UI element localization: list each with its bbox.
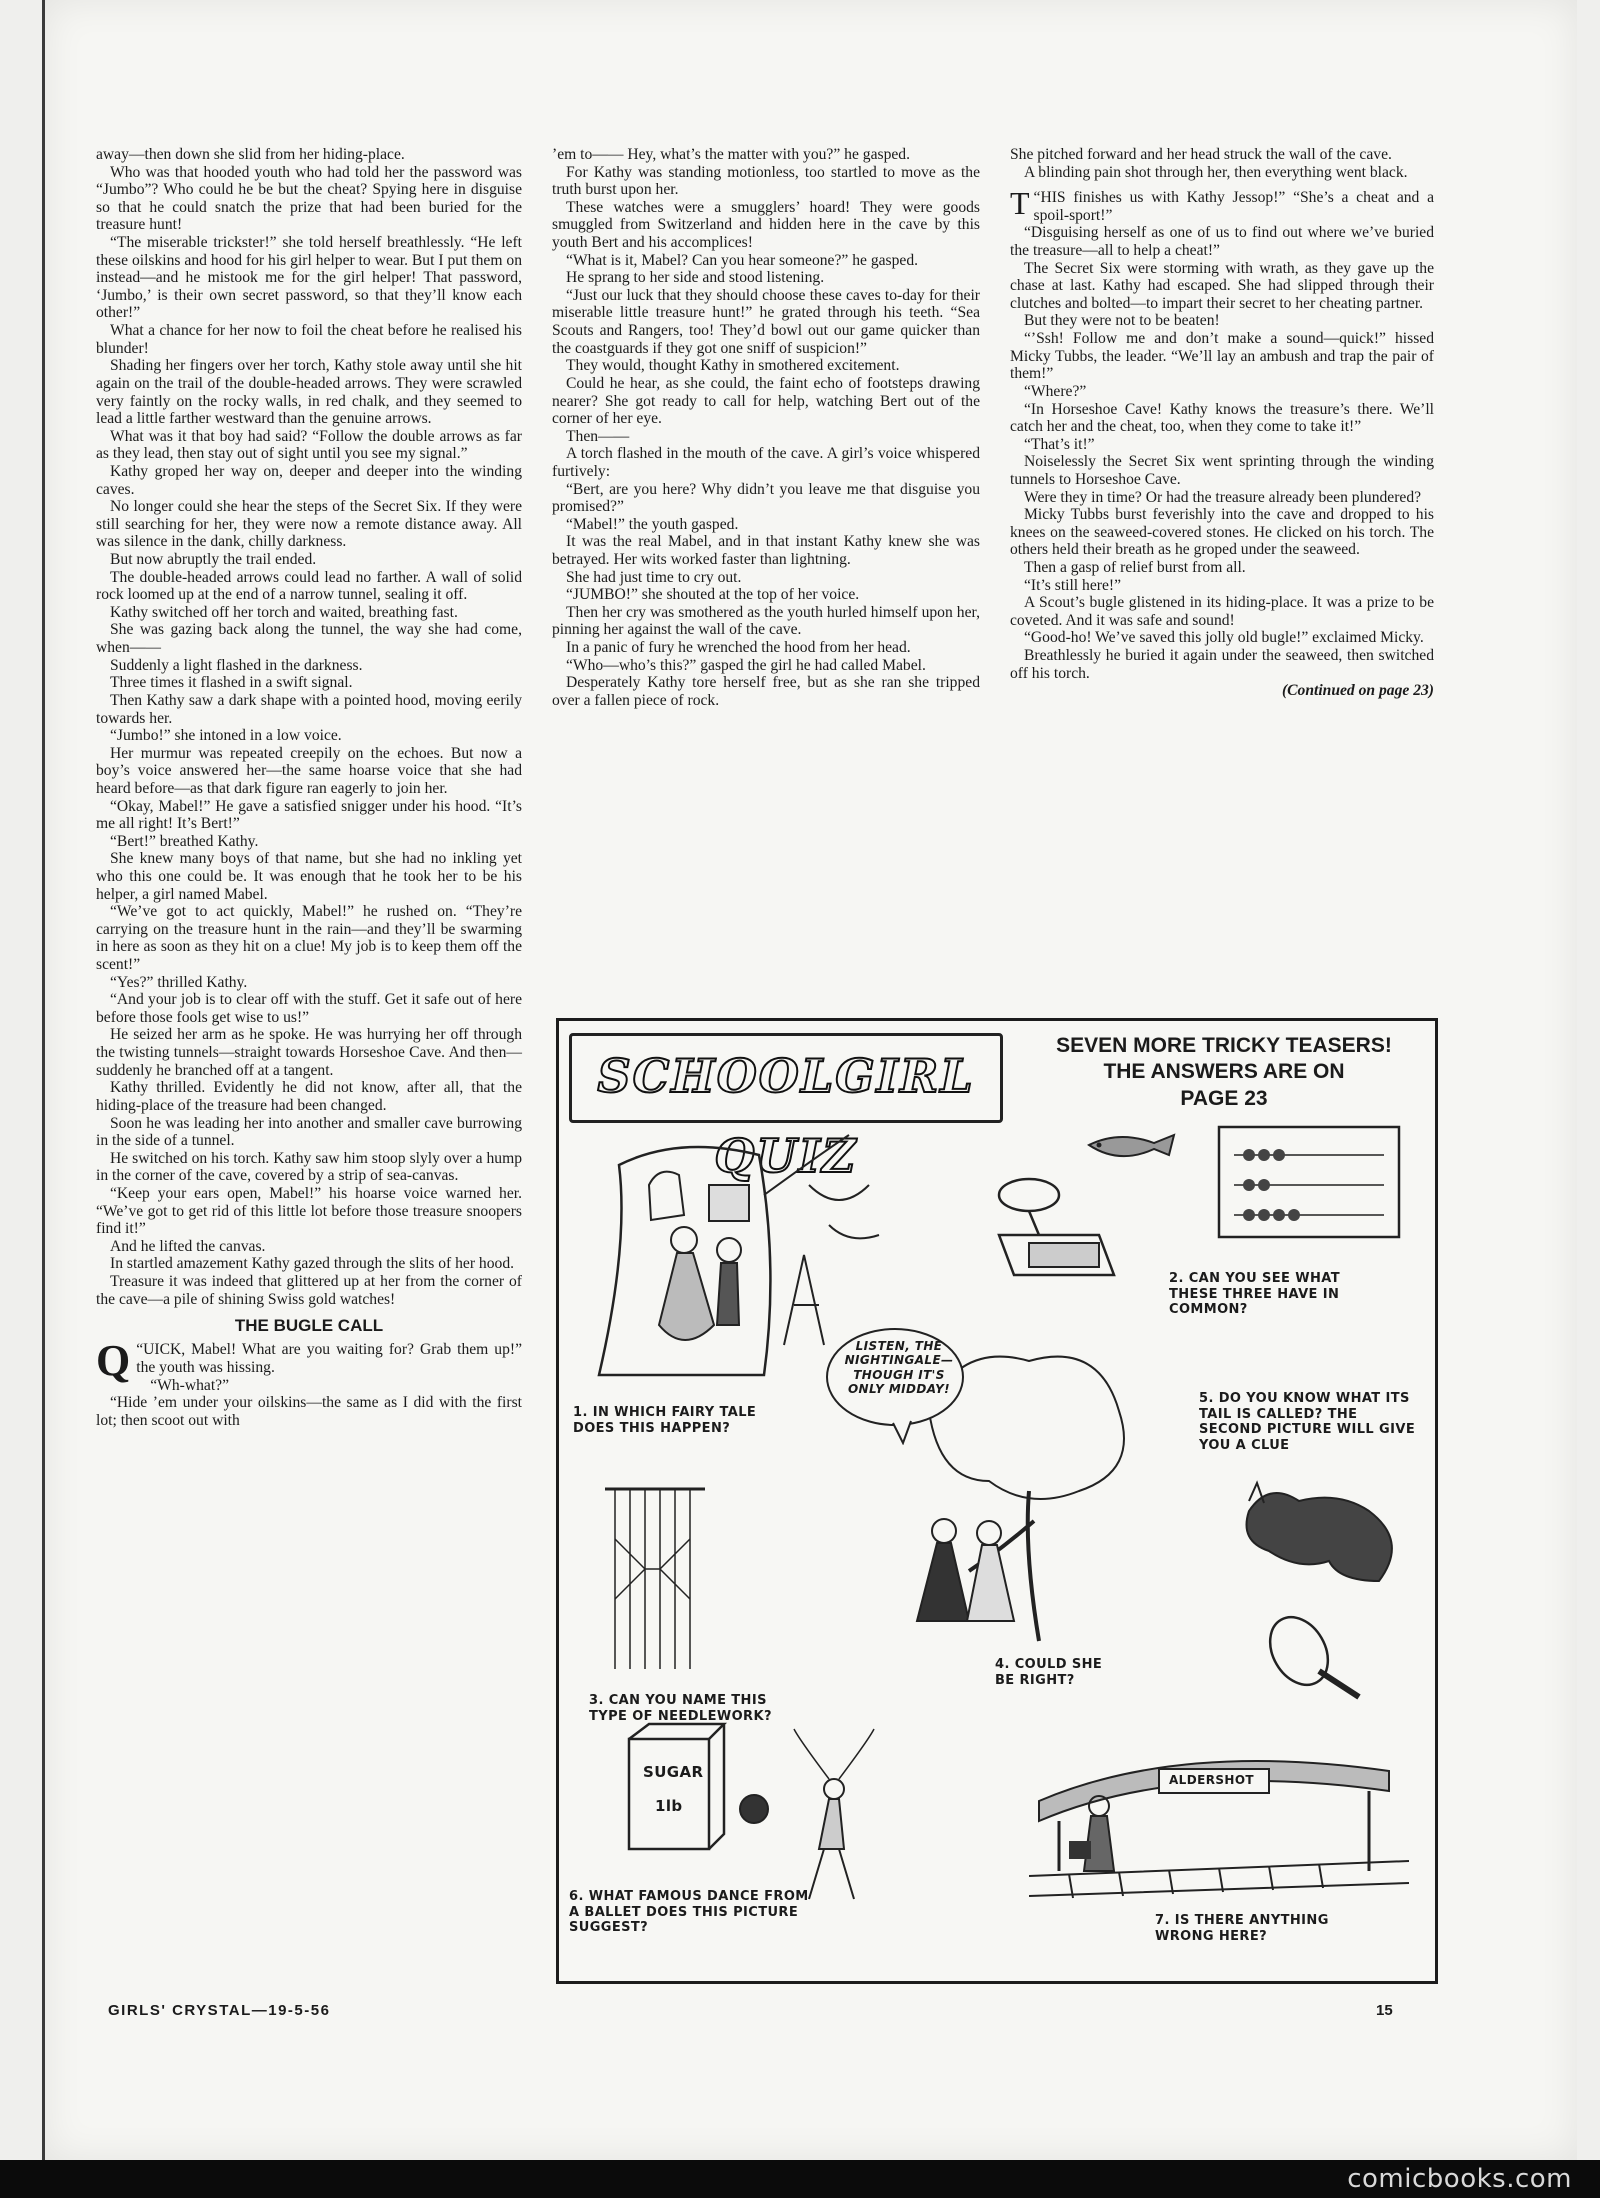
question-4: 4. COULD SHE BE RIGHT? [995, 1657, 1103, 1688]
story-column-1 [96, 146, 522, 1429]
quiz-heading-line-1: SEVEN MORE TRICKY TEASERS! [1056, 1034, 1392, 1057]
story-paragraph: Noiselessly the Secret Six went sprinting through the winding tunnels to Horseshoe Cave. [1010, 453, 1434, 488]
sugar-label: SUGAR [643, 1763, 704, 1781]
story-paragraph: It was the real Mabel, and in that instant Kathy knew she was betrayed. Her wits worked faster than lightning. [552, 533, 980, 569]
story-paragraph: away—then down she slid from her hiding-place. [96, 146, 405, 163]
story-paragraph: They would, thought Kathy in smothered excitement. [566, 357, 900, 375]
story-paragraph: Who was that hooded youth who had told her the password was “Jumbo”? Who could he be but the cheat? Spying here in disguise so that he could snatch the prize that had been buried for the treasure hunt! [96, 163, 522, 234]
story-paragraph: Kathy groped her way on, deeper and deeper into the winding caves. [96, 462, 522, 498]
bugle-para-2: “Wh-what?” [150, 1376, 230, 1394]
story-paragraph: What was it that boy had said? “Follow the double arrows as far as they lead, then stay out of sight until you see my signal.” [96, 427, 522, 463]
story-paragraph: “Who—who’s this?” gasped the girl he had called Mabel. [566, 656, 926, 674]
story-paragraph: She had just time to cry out. [566, 568, 742, 586]
story-paragraph: In a panic of fury he wrenched the hood from her head. [566, 639, 911, 657]
story-paragraph: “That’s it!” [1024, 435, 1095, 453]
railway-station-illustration [1029, 1711, 1409, 1911]
story-paragraph: “Jumbo!” she intoned in a low voice. [110, 727, 342, 745]
story-paragraph: Treasure it was indeed that glittered up at her from the corner of the cave—a pile of shining Swiss gold watches! [96, 1273, 522, 1308]
story-paragraph: She pitched forward and her head struck the wall of the cave. [1010, 146, 1392, 163]
quiz-heading [1029, 1033, 1419, 1112]
story-paragraph: “Yes?” thrilled Kathy. [110, 973, 248, 991]
story-paragraph: Kathy switched off her torch and waited, breathing fast. [110, 603, 458, 621]
schoolgirl-quiz-box [556, 1018, 1438, 1984]
quiz-logo-text: SCHOOLGIRL QUIZ [597, 1049, 975, 1183]
story-paragraph: Desperately Kathy tore herself free, but as she ran she tripped over a fallen piece of rock. [552, 674, 980, 709]
story-paragraph: “Bert, are you here? Why didn’t you leave me that disguise you promised?” [552, 480, 980, 516]
story-paragraph: She was gazing back along the tunnel, the way she had come, when—— [96, 621, 522, 657]
story-paragraph: Could he hear, as she could, the faint echo of footsteps drawing nearer? She got ready to call for help, watching Bert out of the corner of her eye. [552, 374, 980, 428]
dropcap-q: Q [96, 1336, 131, 1386]
question-3: 3. CAN YOU NAME THIS TYPE OF NEEDLEWORK? [589, 1693, 772, 1724]
story-paragraph: She knew many boys of that name, but she had no inkling yet who this one could be. It was enough that he took her to be his helper, a girl named Mabel. [96, 850, 522, 903]
story-paragraph: “’Ssh! Follow me and don’t make a sound—quick!” hissed Micky Tubbs, the leader. “We’ll lay an ambush and trap the pair of them!” [1010, 330, 1434, 383]
story-paragraph: “Bert!” breathed Kathy. [110, 832, 259, 850]
needlework-illustration [595, 1479, 715, 1679]
story-paragraph: He seized her arm as he spoke. He was hurrying her off through the twisting tunnels—straight towards Horseshoe Cave. And then—suddenly he branched off at a tangent. [96, 1026, 522, 1079]
story-paragraph: The Secret Six were storming with wrath, as they gave up the chase at last. Kathy had escaped. She had slipped through their clutches and bolted—to impart their secret to her cheating partner. [1010, 259, 1434, 312]
story-paragraph: In startled amazement Kathy gazed through the slits of her hood. [110, 1255, 515, 1273]
question-7: 7. IS THERE ANYTHING WRONG HERE? [1155, 1913, 1329, 1944]
speech-bubble-text: LISTEN, THE NIGHTINGALE—THOUGH IT'S ONLY MIDDAY! [844, 1339, 954, 1397]
story-paragraph: Then a gasp of relief burst from all. [1024, 559, 1246, 577]
bugle-para-1-text: UICK, Mabel! What are you waiting for? Grab them up!” the youth was hissing. [136, 1341, 522, 1377]
quiz-heading-line-2: THE ANSWERS ARE ON [1103, 1060, 1345, 1084]
story-paragraph: “What is it, Mabel? Can you hear someone?” he gasped. [566, 251, 919, 269]
story-paragraph: And he lifted the canvas. [110, 1237, 266, 1255]
story-paragraph: These watches were a smugglers’ hoard! They were goods smuggled from Switzerland and hidden here in the cave by this youth Bert and his accomplices! [552, 198, 980, 252]
station-sign: ALDERSHOT [1169, 1773, 1255, 1787]
bugle-call-heading: THE BUGLE CALL [234, 1316, 384, 1336]
story-paragraph: “Good-ho! We’ve saved this jolly old bugle!” exclaimed Micky. [1024, 629, 1424, 647]
story-paragraph: Suddenly a light flashed in the darkness. [110, 656, 363, 674]
column-3-paragraphs-c [1010, 224, 1434, 682]
story-paragraph: For Kathy was standing motionless, too startled to move as the truth burst upon her. [552, 163, 980, 199]
squirrel-brush-illustration [1219, 1471, 1419, 1701]
question-2: 2. CAN YOU SEE WHAT THESE THREE HAVE IN COMMON? [1169, 1271, 1340, 1318]
story-paragraph: Were they in time? Or had the treasure already been plundered? [1024, 488, 1422, 506]
story-paragraph: “It’s still here!” [1024, 576, 1121, 594]
bugle-para-3: “Hide ’em under your oilskins—the same as I did with the first lot; then scoot out with [96, 1394, 522, 1429]
story-paragraph: A blinding pain shot through her, then everything went black. [1024, 163, 1408, 181]
column-1-paragraphs [96, 146, 522, 1308]
dropcap-t: T [1010, 185, 1030, 222]
quiz-heading-line-3: PAGE 23 [1180, 1086, 1268, 1110]
story-paragraph: Breathlessly he buried it again under the seaweed, then switched off his torch. [1010, 647, 1434, 682]
story-paragraph: The double-headed arrows could lead no farther. A wall of solid rock loomed up at the end of a narrow tunnel, sealing it off. [96, 568, 522, 604]
story-paragraph: Then—— [566, 427, 630, 445]
section-break-para [1010, 185, 1434, 224]
question-5: 5. DO YOU KNOW WHAT ITS TAIL IS CALLED? THE SECOND PICTURE WILL GIVE YOU A CLUE [1199, 1391, 1416, 1453]
story-paragraph: “Disguising herself as one of us to find out where we’ve buried the treasure—all to help a cheat!” [1010, 224, 1434, 260]
column-3-paragraphs-a [1010, 146, 1434, 181]
scales-fish-abacus-illustration [989, 1125, 1419, 1295]
quote-mark: “ [1033, 189, 1041, 207]
story-paragraph: “Just our luck that they should choose these caves to-day for their miserable little treasure hunt!” he grated through his teeth. “Sea Scouts and Rangers, too! They’d bowl out our game quicker than the coastguards if they got one sniff of suspicion!” [552, 286, 980, 357]
footer-issue: GIRLS' CRYSTAL—19-5-56 [108, 2002, 331, 2019]
story-paragraph: “Mabel!” the youth gasped. [566, 515, 739, 533]
story-paragraph: “Where?” [1024, 382, 1087, 400]
story-paragraph: Three times it flashed in a swift signal. [110, 674, 353, 692]
story-column-3 [1010, 146, 1434, 700]
watermark: comicbooks.com [1347, 2164, 1572, 2194]
bugle-para-1: “ Q UICK, Mabel! What are you waiting for? Grab them up!” the youth was hissing. [96, 1336, 522, 1386]
story-paragraph: Soon he was leading her into another and smaller cave burrowing in the side of a tunnel. [96, 1114, 522, 1150]
story-paragraph: Kathy thrilled. Evidently he did not know, after all, that the hiding-place of the treasure had been changed. [96, 1079, 522, 1114]
story-paragraph: “In Horseshoe Cave! Kathy knows the treasure’s there. We’ll catch her and the cheat, too, when they come to take it!” [1010, 400, 1434, 436]
story-paragraph: What a chance for her now to foil the cheat before he realised his blunder! [96, 322, 522, 357]
story-paragraph: “Okay, Mabel!” He gave a satisfied snigger under his hood. “It’s me all right! It’s Bert!” [96, 797, 522, 833]
story-paragraph: He sprang to her side and stood listening. [566, 269, 825, 287]
page-number: 15 [1376, 2002, 1393, 2019]
quiz-logo [569, 1033, 1003, 1183]
story-paragraph: No longer could she hear the steps of the Secret Six. If they were still searching for her, they were now a remote distance away. All was silence in the dank, chilly darkness. [96, 498, 522, 551]
sugar-weight: 1lb [655, 1797, 683, 1815]
story-paragraph: He switched on his torch. Kathy saw him stoop slyly over a hump in the corner of the cave, covered by a strip of sea-canvas. [96, 1149, 522, 1185]
story-paragraph: Then her cry was smothered as the youth hurled himself upon her, pinning her against the wall of the cave. [552, 603, 980, 639]
story-paragraph: Her murmur was repeated creepily on the echoes. But now a boy’s voice answered her—the same hoarse voice that she had heard before—as that dark figure ran eagerly to join her. [96, 744, 522, 797]
story-column-2 [552, 146, 980, 710]
story-paragraph: But they were not to be beaten! [1024, 312, 1220, 330]
story-paragraph: “We’ve got to act quickly, Mabel!” he rushed on. “They’re carrying on the treasure hunt in the rain—and they’ll be swarming in here as soon as they hit on a clue! My job is to keep them off the scent!” [96, 903, 522, 974]
section-break-text: HIS finishes us with Kathy Jessop!” “She’s a cheat and a spoil-sport!” [1033, 189, 1434, 224]
question-1: 1. IN WHICH FAIRY TALE DOES THIS HAPPEN? [573, 1405, 757, 1436]
story-paragraph: “The miserable trickster!” she told herself breathlessly. “He left these oilskins and hood for his girl helper to wear. But I put them on instead—and he mistook me for the girl helper! That password, ‘Jumbo,’ is their own secret password, so that they’ll know each other!” [96, 234, 522, 322]
story-paragraph: A torch flashed in the mouth of the cave. A girl’s voice whispered furtively: [552, 445, 980, 480]
story-paragraph: But now abruptly the trail ended. [110, 551, 317, 569]
question-6: 6. WHAT FAMOUS DANCE FROM A BALLET DOES THIS PICTURE SUGGEST? [569, 1889, 809, 1936]
story-paragraph: Then Kathy saw a dark shape with a pointed hood, moving eerily towards her. [96, 691, 522, 727]
story-paragraph: “Keep your ears open, Mabel!” his hoarse voice warned her. “We’ve got to get rid of this little lot before those treasure snoopers find it!” [96, 1184, 522, 1238]
continued-note: (Continued on page 23) [1281, 682, 1434, 700]
story-paragraph: Shading her fingers over her torch, Kathy stole away until she hit again on the trail of the double-headed arrows. They were scrawled very faintly on the rocky walls, in red chalk, and they seemed to lead a little farther westward than the genuine arrows. [96, 357, 522, 428]
story-paragraph: “And your job is to clear off with the stuff. Get it safe out of here before those fools get wise to us!” [96, 991, 522, 1026]
story-paragraph: ’em to—— Hey, what’s the matter with you?” he gasped. [552, 146, 910, 163]
story-paragraph: Micky Tubbs burst feverishly into the cave and dropped to his knees on the seaweed-covered stones. He clicked on his torch. The others held their breath as he groped under the seaweed. [1010, 506, 1434, 559]
story-paragraph: “JUMBO!” she shouted at the top of her voice. [566, 586, 860, 604]
column-2-paragraphs [552, 146, 980, 710]
story-paragraph: A Scout’s bugle glistened in its hiding-place. It was a prize to be coveted. And it was safe and sound! [1010, 594, 1434, 629]
